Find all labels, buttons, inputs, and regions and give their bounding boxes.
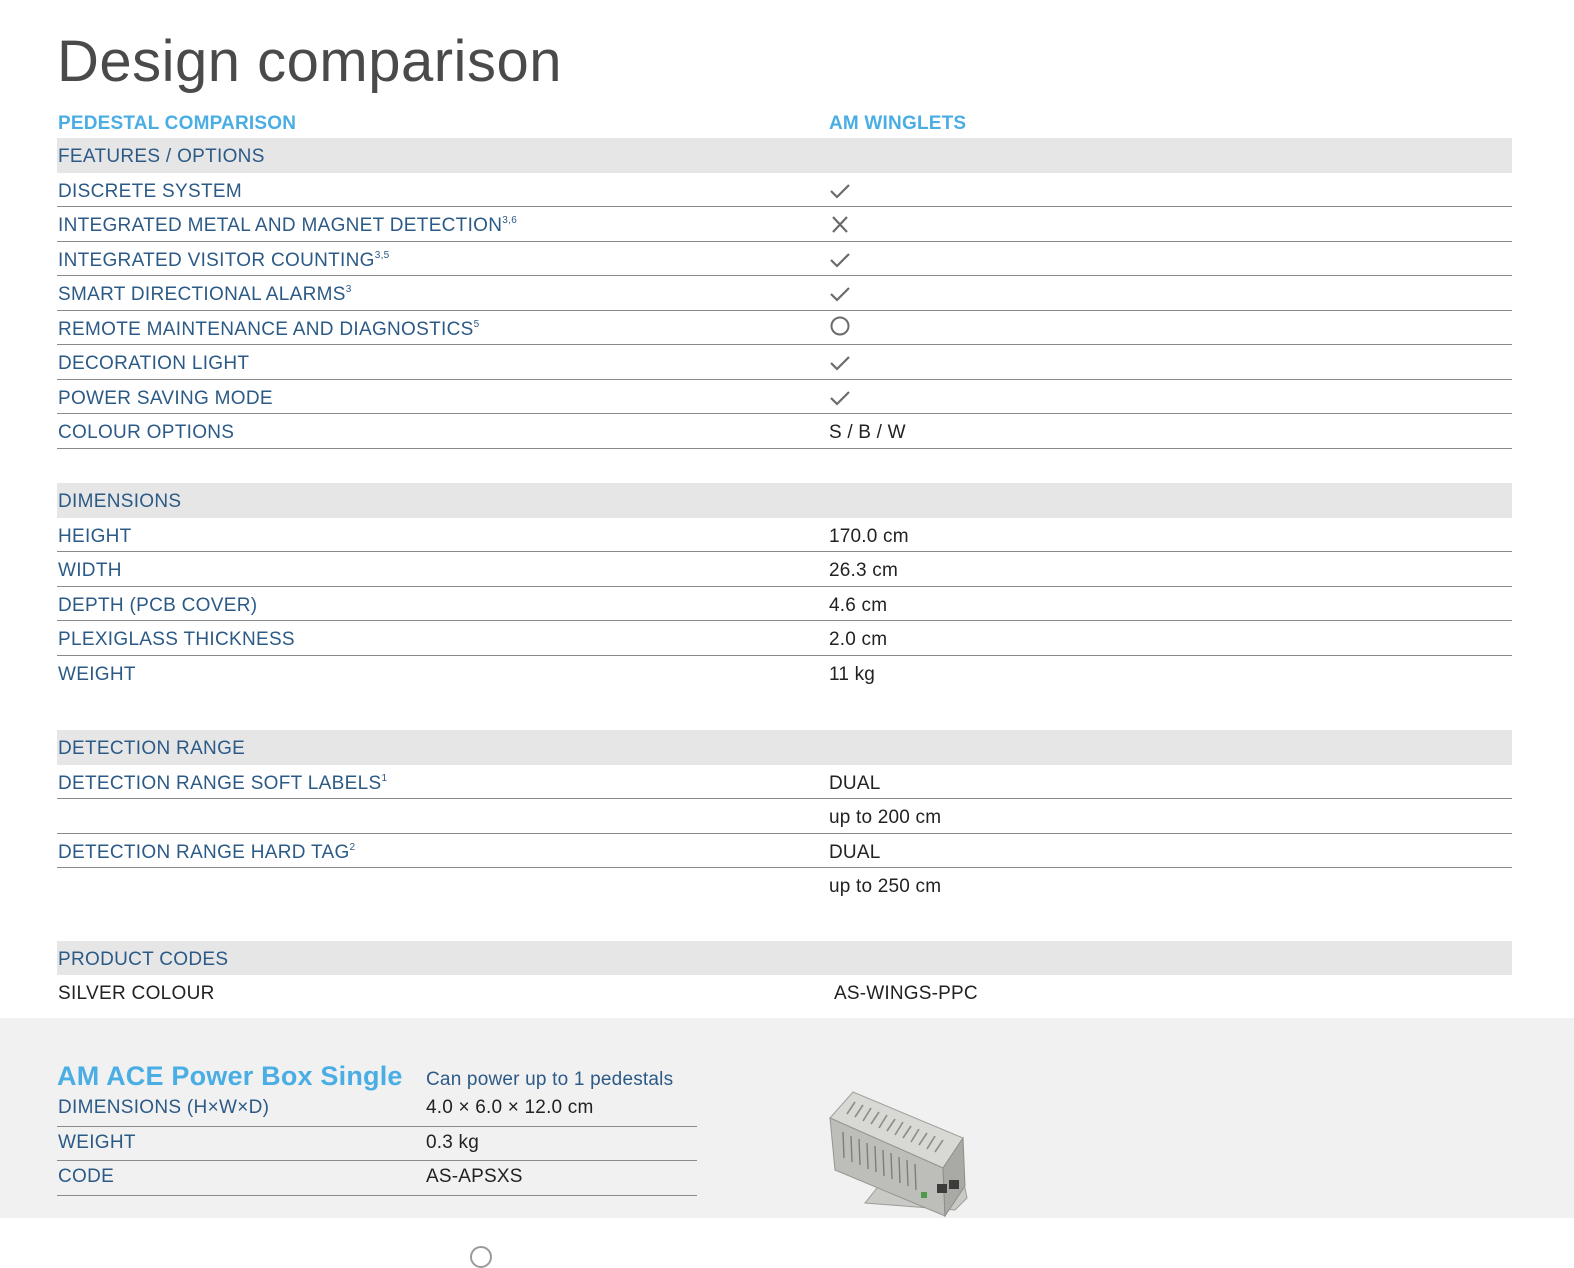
row-label: WEIGHT xyxy=(58,663,136,685)
circle-icon xyxy=(829,316,851,336)
row-value: 4.0 × 6.0 × 12.0 cm xyxy=(426,1097,594,1118)
row-label: HEIGHT xyxy=(58,525,132,547)
page-title: Design comparison xyxy=(57,29,562,94)
row-label: SILVER COLOUR xyxy=(58,983,215,1004)
row-value: S / B / W xyxy=(829,422,906,443)
power-box-table xyxy=(57,1092,697,1196)
table-row xyxy=(57,345,1512,380)
row-label: WEIGHT xyxy=(58,1131,136,1153)
row-label: INTEGRATED VISITOR COUNTING$^{3,5}$ xyxy=(58,249,390,271)
row-value: AS-APSXS xyxy=(426,1166,523,1187)
table-row xyxy=(57,975,1512,1010)
row-label: REMOTE MAINTENANCE AND DIAGNOSTICS$^5$ xyxy=(58,318,480,340)
row-label: CODE xyxy=(58,1166,115,1187)
row-label: INTEGRATED METAL AND MAGNET DETECTION$^{3,6}$ xyxy=(58,215,518,236)
spacer xyxy=(57,903,1512,941)
section-title: FEATURES / OPTIONS xyxy=(58,146,265,167)
row-label: DETECTION RANGE SOFT LABELS$^1$ xyxy=(58,772,388,794)
check-icon xyxy=(829,284,851,304)
row-label: COLOUR OPTIONS xyxy=(58,422,235,443)
row-value: 0.3 kg xyxy=(426,1131,479,1153)
power-box-note: Can power up to 1 pedestals xyxy=(426,1069,674,1090)
row-label: DECORATION LIGHT xyxy=(58,353,250,374)
table-row xyxy=(57,276,1512,311)
page-marker-icon xyxy=(470,1246,492,1268)
row-value: up to 200 cm xyxy=(829,807,942,828)
table-row xyxy=(57,414,1512,449)
cross-icon xyxy=(829,215,851,235)
check-icon xyxy=(829,250,851,270)
table-row xyxy=(57,552,1512,587)
row-label: SMART DIRECTIONAL ALARMS$^3$ xyxy=(58,284,352,305)
row-value: DUAL xyxy=(829,841,881,863)
spacer xyxy=(57,449,1512,484)
power-box-panel xyxy=(0,1018,1574,1218)
row-label: POWER SAVING MODE xyxy=(58,387,273,409)
row-value: up to 250 cm xyxy=(829,876,942,897)
section-header-features xyxy=(57,138,1512,173)
table-row xyxy=(57,587,1512,622)
section-header-product-codes xyxy=(57,941,1512,976)
table-row xyxy=(57,242,1512,277)
table-row xyxy=(57,518,1512,553)
table-row xyxy=(57,1127,697,1162)
table-row xyxy=(57,765,1512,800)
check-icon xyxy=(829,181,851,201)
row-value: DUAL xyxy=(829,772,881,794)
table-row xyxy=(57,1161,697,1196)
table-row xyxy=(57,311,1512,346)
table-row xyxy=(57,799,1512,834)
table-row xyxy=(57,621,1512,656)
column-header-pedestal-comparison: PEDESTAL COMPARISON xyxy=(58,113,297,134)
section-title: DIMENSIONS xyxy=(58,491,182,512)
row-label: WIDTH xyxy=(58,560,122,581)
table-row xyxy=(57,173,1512,208)
table-row xyxy=(57,207,1512,242)
power-box-title: AM ACE Power Box Single xyxy=(57,1061,403,1091)
row-label: DISCRETE SYSTEM xyxy=(58,180,242,202)
column-header-am-winglets: AM WINGLETS xyxy=(829,113,967,134)
row-value: 170.0 cm xyxy=(829,525,909,547)
row-label: PLEXIGLASS THICKNESS xyxy=(58,629,295,650)
table-row xyxy=(57,834,1512,869)
section-title: PRODUCT CODES xyxy=(58,948,229,970)
section-header-dimensions xyxy=(57,483,1512,518)
row-value: 11 kg xyxy=(829,663,876,685)
table-row xyxy=(57,656,1512,691)
spacer xyxy=(57,690,1512,730)
row-label: DIMENSIONS (H×W×D) xyxy=(58,1097,270,1118)
row-value: AS-WINGS-PPC xyxy=(834,983,978,1004)
comparison-table xyxy=(57,138,1512,1010)
row-label: DEPTH (PCB COVER) xyxy=(58,594,258,616)
row-value: 2.0 cm xyxy=(829,629,888,650)
check-icon xyxy=(829,353,851,373)
row-value: 26.3 cm xyxy=(829,560,898,581)
section-header-detection-range xyxy=(57,730,1512,765)
section-title: DETECTION RANGE xyxy=(58,738,246,759)
check-icon xyxy=(829,388,851,408)
table-row xyxy=(57,1092,697,1127)
table-row xyxy=(57,868,1512,903)
row-value: 4.6 cm xyxy=(829,594,888,616)
power-box-image xyxy=(825,1088,970,1218)
table-row xyxy=(57,380,1512,415)
row-label: DETECTION RANGE HARD TAG$^2$ xyxy=(58,841,356,863)
